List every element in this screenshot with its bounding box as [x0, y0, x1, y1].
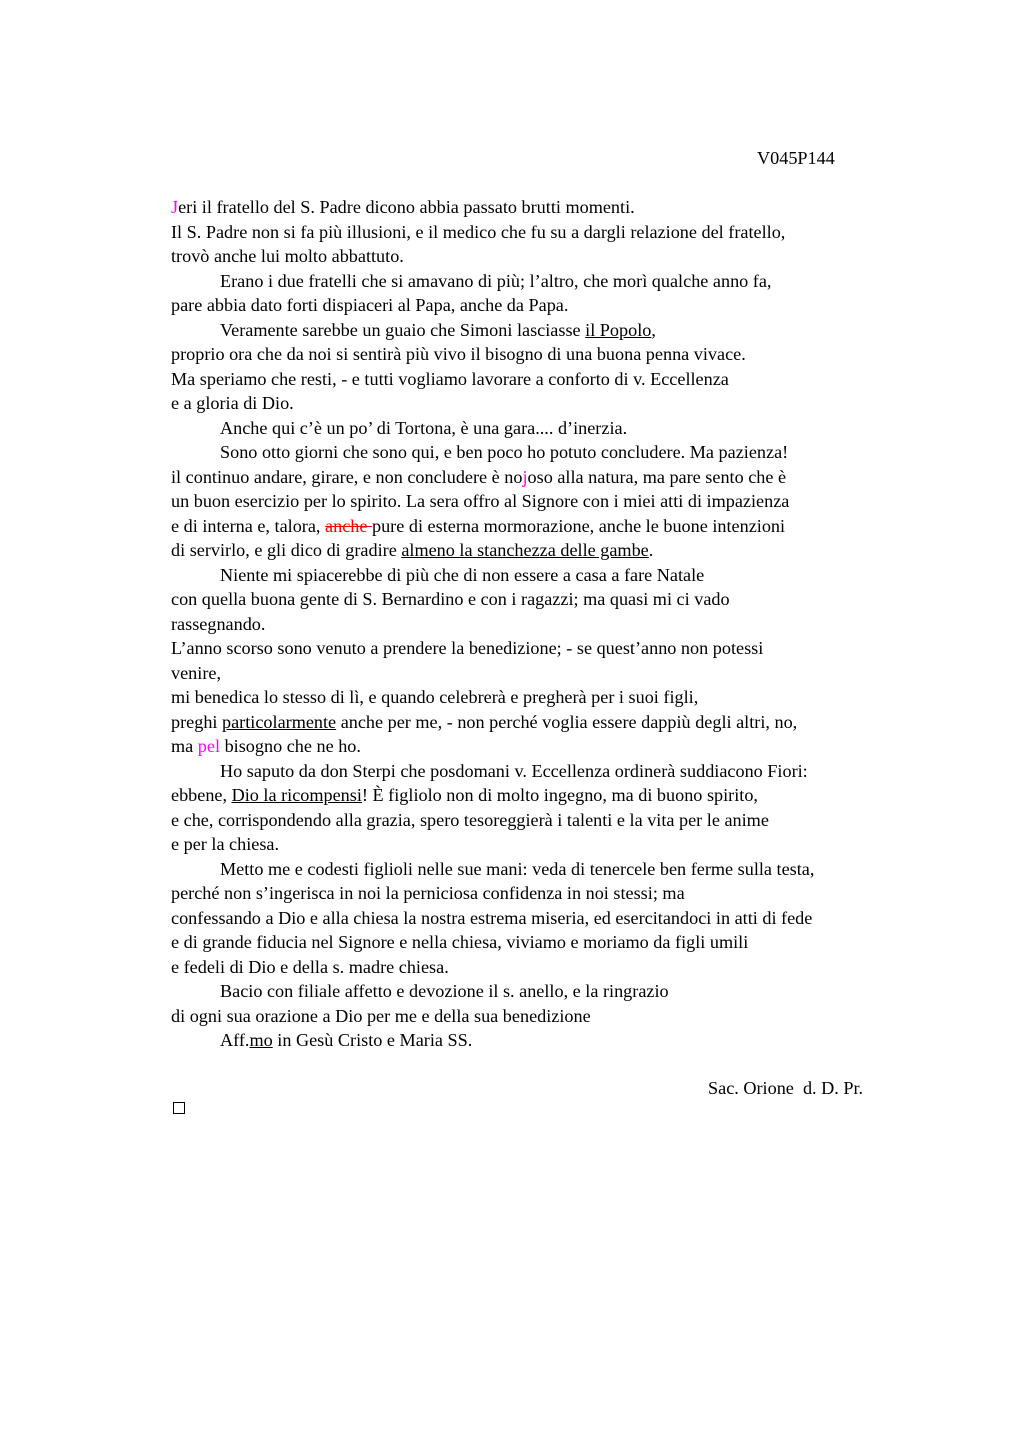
added-letter: j: [522, 466, 528, 487]
text-span: bisogno che ne ho.: [220, 736, 361, 756]
text-line: Il S. Padre non si fa più illusioni, e il medico che fu su a dargli relazione del fratello,: [171, 221, 786, 242]
text-span: pure di esterna mormorazione, anche le buone intenzioni: [371, 515, 786, 536]
text-line: e che, corrispondendo alla grazia, spero tesoreggierà i talenti e la vita per le anime: [171, 809, 769, 830]
text-span: Aff.: [220, 1030, 250, 1050]
text-line: e di grande fiducia nel Signore e nella chiesa, viviamo e moriamo da figli umili: [171, 932, 749, 952]
text-line: [171, 1028, 931, 1053]
text-line: trovò anche lui molto abbattuto.: [171, 246, 404, 266]
text-span: e di interna e, talora,: [171, 515, 326, 536]
text-line: perché non s’ingerisca in noi la perniciosa confidenza in noi stessi; ma: [171, 883, 685, 903]
text-span: oso alla natura, ma pare sento che è: [527, 466, 787, 487]
letter-body: [171, 195, 931, 1053]
text-span: ebbene,: [171, 785, 232, 805]
text-span: Veramente sarebbe un guaio che Simoni lasciasse: [220, 319, 586, 340]
page-id: V045P144: [757, 148, 835, 168]
text-span: di servirlo, e gli dico di gradire: [171, 540, 402, 560]
text-span: ,: [651, 319, 656, 340]
text-line: con quella buona gente di S. Bernardino e con i ragazzi; ma quasi mi ci vado: [171, 589, 730, 609]
text-line: rassegnando.: [171, 613, 266, 634]
text-span: anche per me, - non perché voglia essere dappiù degli altri, no,: [336, 711, 798, 732]
text-line: e a gloria di Dio.: [171, 393, 294, 413]
underlined-text: Dio la ricompensi: [231, 785, 362, 805]
text-line: confessando a Dio e alla chiesa la nostra estrema miseria, ed esercitandoci in atti di fede: [171, 907, 813, 928]
text-line: pare abbia dato forti dispiaceri al Papa, anche da Papa.: [171, 295, 569, 315]
text-line: [171, 318, 931, 343]
underlined-text: mo: [249, 1030, 273, 1050]
text-line: venire,: [171, 662, 221, 683]
text-line: un buon esercizio per lo spirito. La sera offro al Signore con i miei atti di impazienza: [171, 491, 790, 511]
text-line: [171, 783, 931, 808]
text-span: .: [648, 540, 654, 560]
text-line: Ho saputo da don Sterpi che posdomani v. Eccellenza ordinerà suddiacono Fiori:: [220, 760, 808, 781]
signature: Sac. Orione d. D. Pr.: [708, 1078, 864, 1098]
text-line: Erano i due fratelli che si amavano di più; l’altro, che morì qualche anno fa,: [220, 270, 772, 291]
underlined-text: particolarmente: [222, 711, 337, 732]
text-span: eri il fratello del S. Padre dicono abbia passato brutti momenti.: [178, 197, 635, 217]
text-line: e fedeli di Dio e della s. madre chiesa.: [171, 956, 449, 977]
text-line: [171, 465, 931, 490]
text-span: preghi: [171, 711, 223, 732]
text-line: [171, 734, 931, 759]
text-span: ma: [171, 736, 198, 756]
text-line: Sono otto giorni che sono qui, e ben poco ho potuto concludere. Ma pazienza!: [220, 442, 789, 462]
empty-square-symbol: [173, 1102, 185, 1114]
text-line: [171, 514, 931, 539]
text-line: Ma speriamo che resti, - e tutti vogliamo lavorare a conforto di v. Eccellenza: [171, 368, 729, 389]
text-line: di ogni sua orazione a Dio per me e della sua benedizione: [171, 1005, 591, 1026]
text-line: Anche qui c’è un po’ di Tortona, è una gara.... d’inerzia.: [220, 417, 628, 438]
text-line: [171, 195, 931, 220]
underlined-text: almeno la stanchezza delle gambe: [401, 540, 649, 560]
text-span: in Gesù Cristo e Maria SS.: [272, 1030, 473, 1050]
text-line: Niente mi spiacerebbe di più che di non essere a casa a fare Natale: [220, 564, 705, 585]
text-line: e per la chiesa.: [171, 834, 280, 854]
text-line: mi benedica lo stesso di lì, e quando celebrerà e pregherà per i suoi figli,: [171, 687, 699, 707]
underlined-text: il Popolo: [585, 319, 652, 340]
added-word: pel: [197, 736, 221, 756]
text-line: [171, 710, 931, 735]
text-span: il continuo andare, girare, e non concludere è no: [171, 466, 523, 487]
text-line: Bacio con filiale affetto e devozione il s. anello, e la ringrazio: [220, 981, 669, 1001]
text-line: Metto me e codesti figlioli nelle sue mani: veda di tenercele ben ferme sulla testa,: [220, 858, 815, 879]
added-letter: J: [171, 197, 179, 217]
text-line: L’anno scorso sono venuto a prendere la benedizione; - se quest’anno non potessi: [171, 638, 764, 658]
text-line: [171, 538, 931, 563]
text-span: ! È figliolo non di molto ingegno, ma di buono spirito,: [361, 785, 758, 805]
text-line: proprio ora che da noi si sentirà più vivo il bisogno di una buona penna vivace.: [171, 344, 746, 364]
deleted-text: anche: [325, 515, 372, 536]
